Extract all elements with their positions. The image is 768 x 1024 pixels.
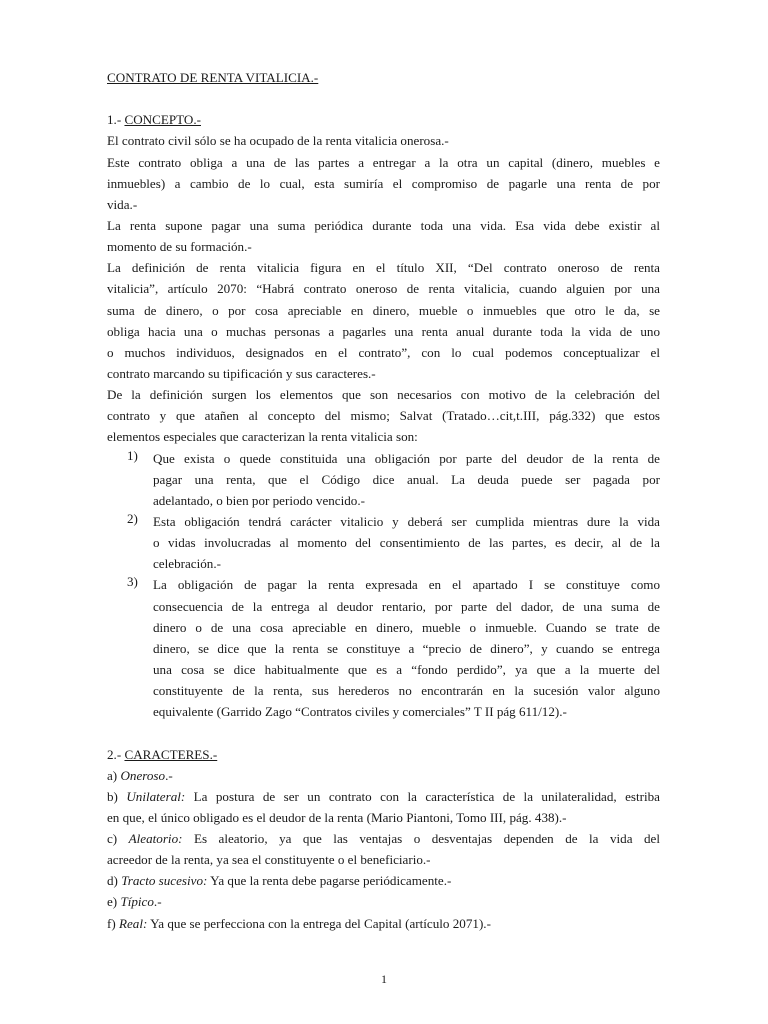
caracter-item: e) Típico.- bbox=[107, 894, 162, 910]
paragraph: De la definición surgen los elementos que son necesarios con motivo de la celebración del contrato y que atañen al concepto del mismo; Salvat (Tratado…cit,t.III, pág.332) que estos elementos especiales que caracterizan la renta vitalicia son: bbox=[107, 387, 660, 445]
document-body bbox=[107, 67, 660, 934]
caracter-item: f) Real: Ya que se perfecciona con la entrega del Capital (artículo 2071).- bbox=[107, 915, 491, 931]
list-marker: 1) bbox=[127, 447, 138, 463]
paragraph: Este contrato obliga a una de las partes a entregar a la otra un capital (dinero, muebles e inmuebles) a cambio de lo cual, esta sumiría el compromiso de pagarle una renta de por vida.- bbox=[107, 154, 660, 212]
list-item: 2) Esta obligación tendrá carácter vitalicio y deberá ser cumplida mientras dure la vida o vidas involucradas al momento del consentimiento de las partes, es decir, al de la celebración.- bbox=[127, 510, 660, 572]
caracter-item: b) Unilateral: La postura de ser un contrato con la característica de la unilateralidad, estriba en que, el único obligado es el deudor de la renta (Mario Piantoni, Tomo III, pág. 438).- bbox=[107, 788, 660, 825]
list-marker: 2) bbox=[127, 510, 138, 526]
paragraph: La renta supone pagar una suma periódica durante toda una vida. Esa vida debe existir al momento de su formación.- bbox=[107, 217, 660, 255]
section-heading-concepto: 1.- CONCEPTO.- bbox=[107, 112, 201, 128]
section-heading-caracteres: 2.- CARACTERES.- bbox=[107, 746, 218, 762]
paragraph: La definición de renta vitalicia figura en el título XII, “Del contrato oneroso de renta vitalicia”, artículo 2070: “Habrá contrato oneroso de renta vitalicia, cuando alguien por una suma de dinero, o por cosa apreciable en dinero, mueble o inmuebles que otro le da, se obliga hacia una o muchas personas a pagarles una renta anual durante toda la vida de uno o muchos individuos, designados en el contrato”, con lo cual podemos conceptualizar el contrato marcando su tipificación y sus caracteres.- bbox=[107, 260, 660, 381]
numbered-list bbox=[107, 448, 660, 723]
list-item: 3) La obligación de pagar la renta expresada en el apartado I se constituye como consecuencia de la entrega al deudor rentario, por parte del dador, de una suma de dinero o de una cosa apreciable en dinero, mueble o inmueble. Cuando se trate de dinero, se dice que la renta se constituye a “precio de dinero”, y cuando se entrega una cosa se dice habitualmente que es a “fondo perdido”, ya que a la muerte del constituyente de la renta, sus herederos no encontrarán en la sucesión valor alguno equivalente (Garrido Zago “Contratos civiles y comerciales” T II pág 611/12).- bbox=[127, 574, 660, 720]
page-number: 1 bbox=[381, 972, 387, 986]
document-title: CONTRATO DE RENTA VITALICIA.- bbox=[107, 70, 319, 85]
paragraph: El contrato civil sólo se ha ocupado de la renta vitalicia onerosa.- bbox=[107, 133, 449, 149]
caracter-item: d) Tracto sucesivo: Ya que la renta debe pagarse periódicamente.- bbox=[107, 873, 452, 889]
list-item: 1) Que exista o quede constituida una obligación por parte del deudor de la renta de pagar una renta, que el Código dice anual. La deuda puede ser pagada por adelantado, o bien por periodo vencido.- bbox=[127, 447, 660, 508]
caracter-item: a) Oneroso.- bbox=[107, 767, 173, 783]
list-marker: 3) bbox=[127, 574, 138, 590]
caracter-item: c) Aleatorio: Es aleatorio, ya que las ventajas o desventajas dependen de la vida del acreedor de la renta, ya sea el constituyente o el beneficiario.- bbox=[107, 831, 660, 868]
